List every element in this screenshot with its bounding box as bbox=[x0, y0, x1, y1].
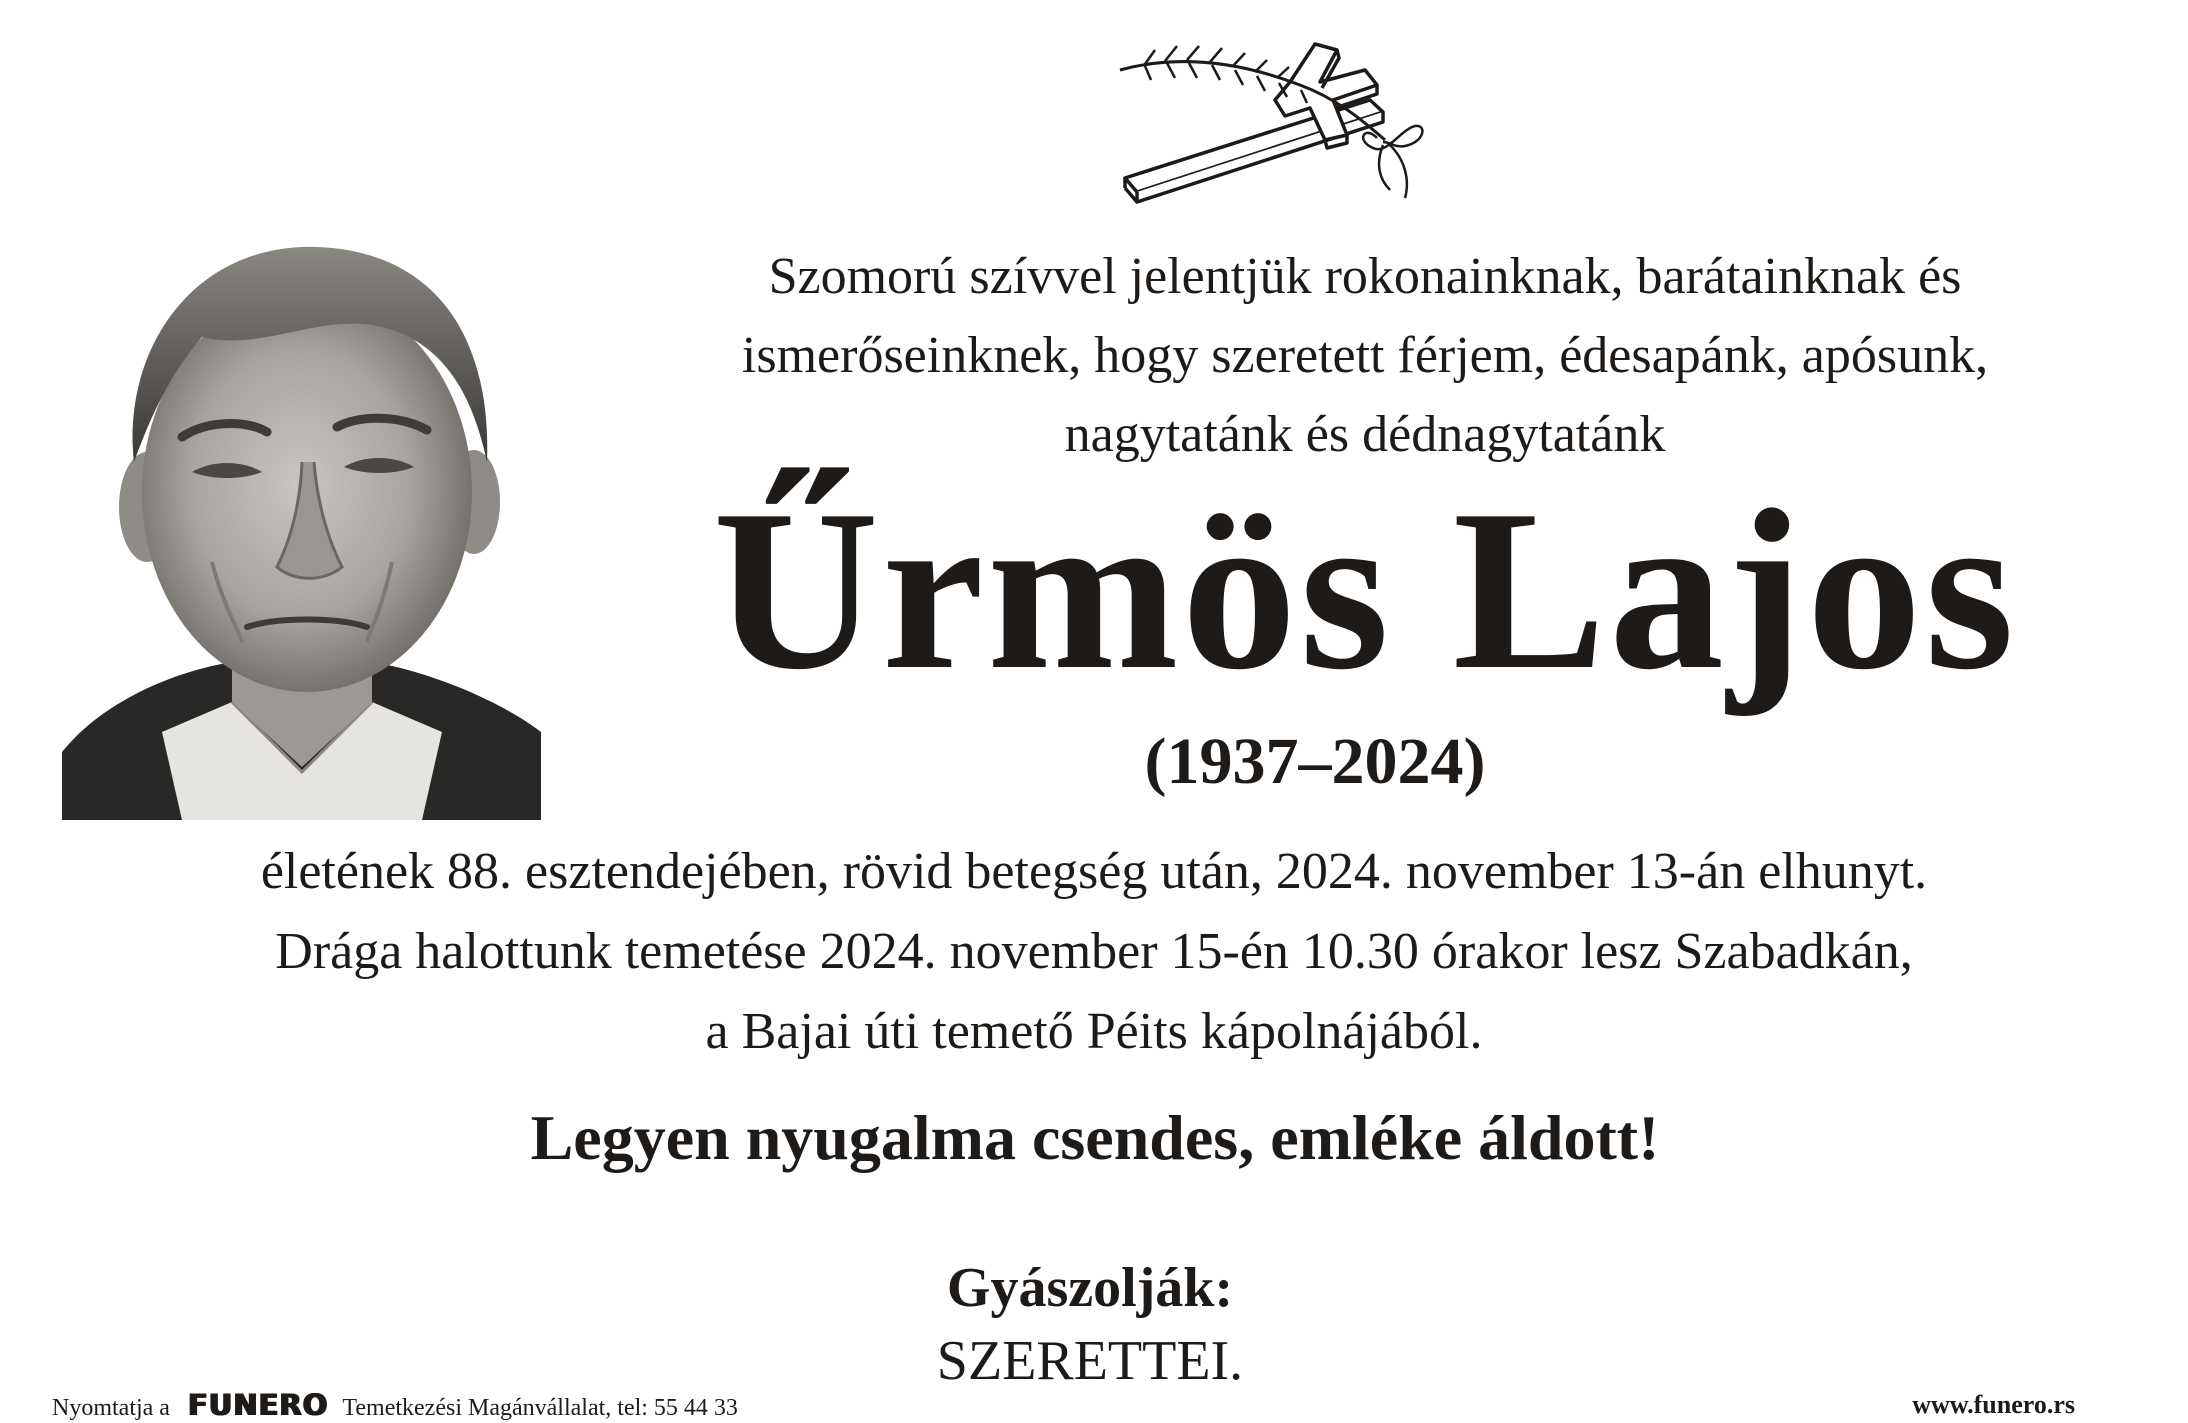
funero-logo: FUNERO bbox=[187, 1388, 329, 1422]
announcement-intro bbox=[585, 237, 2145, 474]
cross-palm-icon bbox=[1115, 30, 1445, 210]
blessing-text: Legyen nyugalma csendes, emléke áldott! bbox=[530, 1102, 1660, 1173]
intro-line: ismerőseinknek, hogy szeretett férjem, édesapánk, apósunk, bbox=[741, 327, 1989, 384]
details-line: Drága halottunk temetése 2024. november 15-én 10.30 órakor lesz Szabadkán, bbox=[275, 923, 1913, 980]
intro-line: nagytatánk és dédnagytatánk bbox=[1064, 406, 1666, 463]
deceased-name: Űrmös Lajos bbox=[712, 462, 2018, 717]
mourners-label: Gyászolják: bbox=[946, 1257, 1234, 1319]
footer-company: Temetkezési Magánvállalat, tel: 55 44 33 bbox=[342, 1395, 738, 1421]
portrait-photo bbox=[62, 232, 541, 820]
mourners-value: SZERETTEI. bbox=[936, 1330, 1244, 1392]
intro-line: Szomorú szívvel jelentjük rokonainknak, barátainknak és bbox=[768, 248, 1962, 305]
details-line: a Bajai úti temető Péits kápolnájából. bbox=[705, 1003, 1483, 1060]
deceased-years: (1937–2024) bbox=[1144, 725, 1486, 798]
footer-website-link[interactable]: www.funero.rs bbox=[1912, 1390, 2075, 1419]
footer-printed-by: Nyomtatja a bbox=[52, 1395, 170, 1421]
details-line: életének 88. esztendejében, rövid betegség után, 2024. november 13-án elhunyt. bbox=[260, 843, 1928, 900]
footer-printer-info bbox=[52, 1390, 738, 1423]
funeral-details bbox=[20, 832, 2168, 1072]
